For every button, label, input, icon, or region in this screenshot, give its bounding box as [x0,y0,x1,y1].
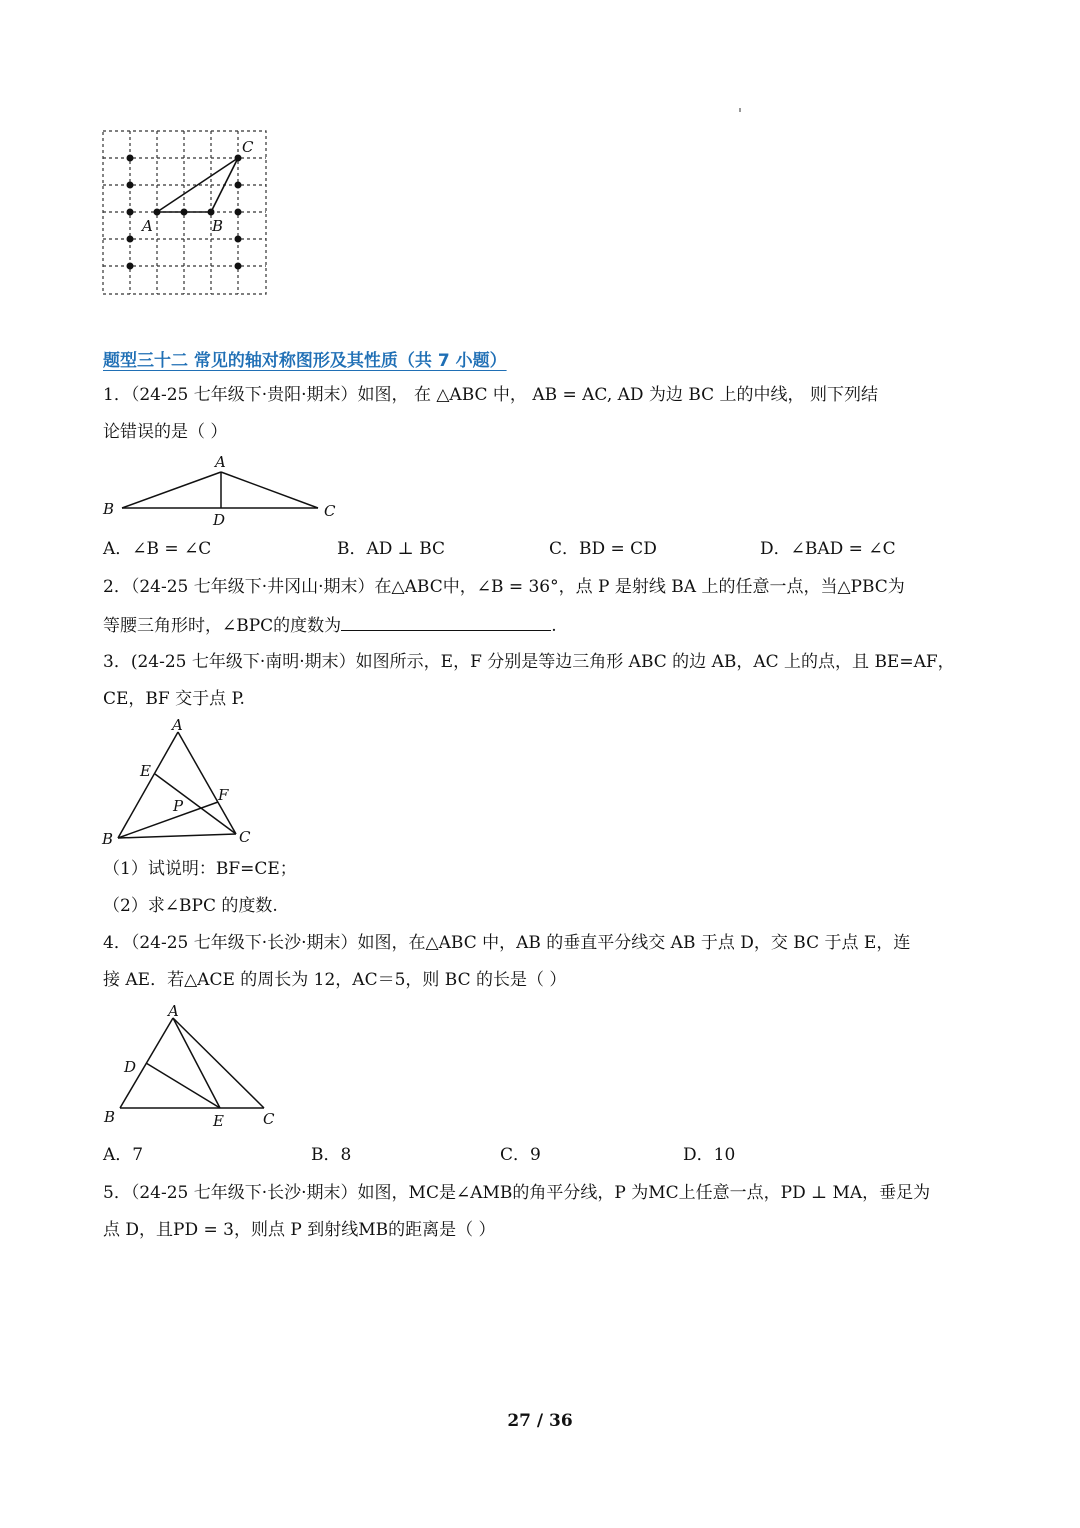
page-number: 27 / 36 [507,1411,573,1431]
q4-line2: 接 AE．若△ACE 的周长为 12，AC＝5，则 BC 的长是（ ） [103,970,567,990]
q3-label-a: A [172,716,183,734]
q1-option-a: A．∠B = ∠C [103,539,212,559]
q4-option-b: B．8 [311,1145,352,1165]
q1-label-b: B [103,500,115,518]
q1-line2: 论错误的是（ ） [103,422,228,442]
q2-answer-blank[interactable] [341,612,551,631]
q1-option-c: C．BD = CD [549,539,657,559]
q3-label-b: B [102,830,114,848]
q3-line1: 3．(24-25 七年级下·南明·期末）如图所示，E，F 分别是等边三角形 ABC 的边 AB，AC 上的点，且 BE=AF， [103,652,955,672]
q1-option-b: B．AD ⊥ BC [337,539,446,559]
q3-sub1: （1）试说明：BF=CE； [103,859,297,879]
q1-option-d: D．∠BAD = ∠C [760,539,896,559]
q3-figure [100,716,260,848]
q4-label-c: C [263,1110,275,1128]
q4-label-a: A [168,1002,179,1020]
q1-line1: 1．（24-25 七年级下·贵阳·期末）如图， 在 △ABC 中， AB = AC, AD 为边 BC 上的中线， 则下列结 [103,385,878,405]
q1-label-d: D [213,511,226,529]
q3-sub2: （2）求∠BPC 的度数. [103,896,278,916]
grid-figure [100,128,270,298]
q3-line2: CE，BF 交于点 P. [103,689,245,709]
q2-line2-prefix: 等腰三角形时，∠BPC的度数为 [103,616,342,636]
grid-label-b: B [212,217,224,235]
q4-line1: 4．（24-25 七年级下·长沙·期末）如图，在△ABC 中，AB 的垂直平分线交 AB 于点 D，交 BC 于点 E，连 [103,933,911,953]
q4-option-c: C．9 [500,1145,541,1165]
q5-line1: 5．（24-25 七年级下·长沙·期末）如图，MC是∠AMB的角平分线，P 为MC上任意一点，PD ⊥ MA，垂足为 [103,1183,931,1203]
q4-label-d: D [124,1058,137,1076]
q4-option-d: D．10 [683,1145,736,1165]
grid-label-a: A [142,217,153,235]
q1-label-c: C [324,502,336,520]
stray-mark [739,108,741,112]
q3-label-e: E [140,762,151,780]
q4-label-b: B [104,1108,116,1126]
q3-label-p: P [173,797,184,815]
q2-line2-suffix: . [551,616,557,636]
q1-label-a: A [215,453,226,471]
q4-figure [100,1000,285,1134]
q3-label-c: C [239,828,251,846]
q2-line2 [103,612,557,638]
q5-line2: 点 D，且PD = 3，则点 P 到射线MB的距离是（ ） [103,1220,496,1240]
q3-label-f: F [218,786,229,804]
section-title: 题型三十二 常见的轴对称图形及其性质（共 7 小题） [103,351,507,371]
q2-line1: 2．（24-25 七年级下·井冈山·期末）在△ABC中，∠B = 36°，点 P 是射线 BA 上的任意一点，当△PBC为 [103,577,905,597]
q1-figure [100,452,350,532]
grid-label-c: C [242,138,254,156]
q4-label-e: E [213,1112,224,1130]
q4-option-a: A．7 [103,1145,144,1165]
